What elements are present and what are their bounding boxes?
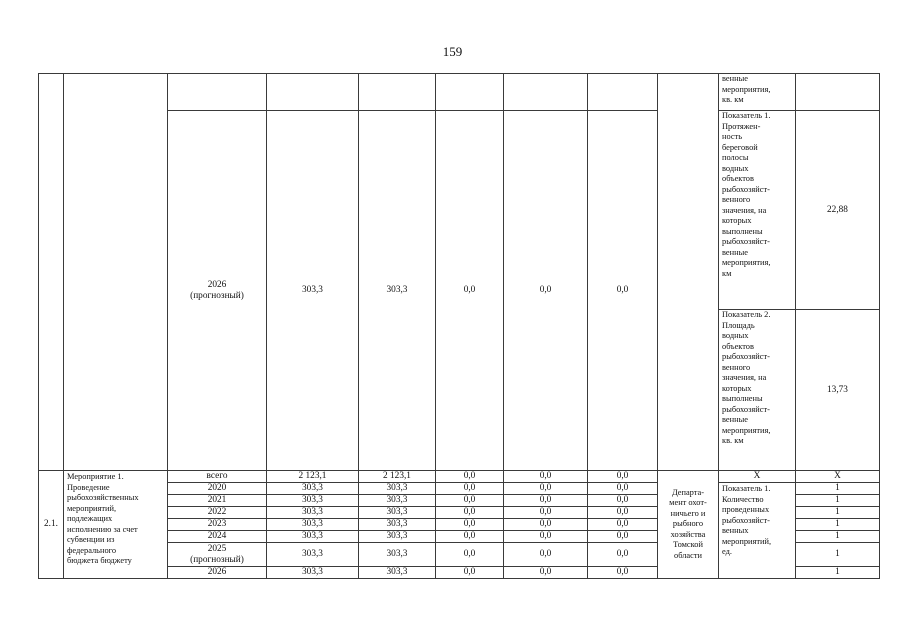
period-cell: 2021 [168,495,267,507]
value-cell: 303,3 [359,543,436,567]
value-cell: 0,0 [588,507,658,519]
indicator-value: 1 [796,543,880,567]
value-cell: 303,3 [267,567,359,579]
cont-executor-cell [658,74,719,471]
value-cell: 0,0 [436,471,504,483]
cont-empty [359,74,436,111]
value-cell: 2 123,1 [359,471,436,483]
period-2026-cell: 2026 (прогнозный) [168,111,267,471]
cont-empty [588,74,658,111]
indicator-total-value: Х [796,471,880,483]
value-cell: 0,0 [436,495,504,507]
value-cell: 0,0 [436,483,504,495]
value-cell: 303,3 [359,507,436,519]
value-cell: 303,3 [267,543,359,567]
cont-empty [504,74,588,111]
value-cell: 0,0 [504,507,588,519]
period-cell: 2026 [168,567,267,579]
value-cell: 0,0 [504,543,588,567]
value-cell: 303,3 [267,495,359,507]
indicator-total-label: Х [719,471,796,483]
value-cell: 303,3 [359,495,436,507]
indicator-value: 1 [796,507,880,519]
program-table [38,73,880,579]
executor-cell: Департа- мент охот- ничьего и рыбного хозяйства Томской области [658,471,719,579]
activity-indicator-text: Показатель 1. Количество проведенных рыбохозяйст- венных мероприятий, ед. [719,483,796,579]
activity-name: Мероприятие 1. Проведение рыбохозяйственных мероприятий, подлежащих исполнению за счет субвенции из федерального бюджета бюджету [64,471,168,579]
value-cell: 0,0 [504,531,588,543]
carry-indicator-text: венные мероприятия, кв. км [719,74,796,111]
cont-empty [168,74,267,111]
value-cell: 0,0 [588,495,658,507]
indicator-value: 1 [796,519,880,531]
indicator-1-value: 22,88 [796,111,880,310]
indicator-value: 1 [796,483,880,495]
value-cell: 303,3 [267,519,359,531]
period-cell: 2023 [168,519,267,531]
value-cell: 0,0 [588,519,658,531]
value-cell: 0,0 [436,543,504,567]
value-cell: 0,0 [504,483,588,495]
indicator-value: 1 [796,531,880,543]
value-cell: 0,0 [504,567,588,579]
indicator-1-text: Показатель 1. Протяжен- ность береговой полосы водных объектов рыбохозяйст- венного значения, на которых выполнены рыбохозяйст- венные мероприятия, км [719,111,796,310]
cont-number-cell [39,74,64,471]
value-cell: 303,3 [359,567,436,579]
cont-empty [436,74,504,111]
value-cell: 0,0 [588,567,658,579]
value-cell: 0,0 [588,483,658,495]
value-cell: 0,0 [504,111,588,471]
value-cell: 0,0 [436,531,504,543]
value-cell: 0,0 [436,111,504,471]
cont-empty [267,74,359,111]
indicator-2-value: 13,73 [796,310,880,471]
value-cell: 0,0 [436,519,504,531]
value-cell: 0,0 [588,111,658,471]
indicator-2-text: Показатель 2. Площадь водных объектов рыбохозяйст- венного значения, на которых выполнены рыбохозяйст- венные мероприятия, кв. км [719,310,796,471]
value-cell: 2 123,1 [267,471,359,483]
indicator-value: 1 [796,567,880,579]
value-cell: 0,0 [436,507,504,519]
value-cell: 0,0 [588,531,658,543]
value-cell: 303,3 [359,531,436,543]
period-cell: 2024 [168,531,267,543]
period-cell: 2020 [168,483,267,495]
period-cell: всего [168,471,267,483]
value-cell: 303,3 [267,111,359,471]
value-cell: 303,3 [267,507,359,519]
value-cell: 0,0 [436,567,504,579]
value-cell: 303,3 [267,531,359,543]
value-cell: 0,0 [504,519,588,531]
value-cell: 0,0 [588,543,658,567]
value-cell: 303,3 [359,519,436,531]
page-number: 159 [442,44,463,59]
cont-name-cell [64,74,168,471]
period-cell: 2025 (прогнозный) [168,543,267,567]
value-cell: 0,0 [504,495,588,507]
value-cell: 0,0 [504,471,588,483]
value-cell: 303,3 [359,483,436,495]
value-cell: 0,0 [588,471,658,483]
indicator-value: 1 [796,495,880,507]
value-cell: 303,3 [359,111,436,471]
carry-indicator-value [796,74,880,111]
value-cell: 303,3 [267,483,359,495]
activity-number: 2.1. [39,471,64,579]
period-cell: 2022 [168,507,267,519]
